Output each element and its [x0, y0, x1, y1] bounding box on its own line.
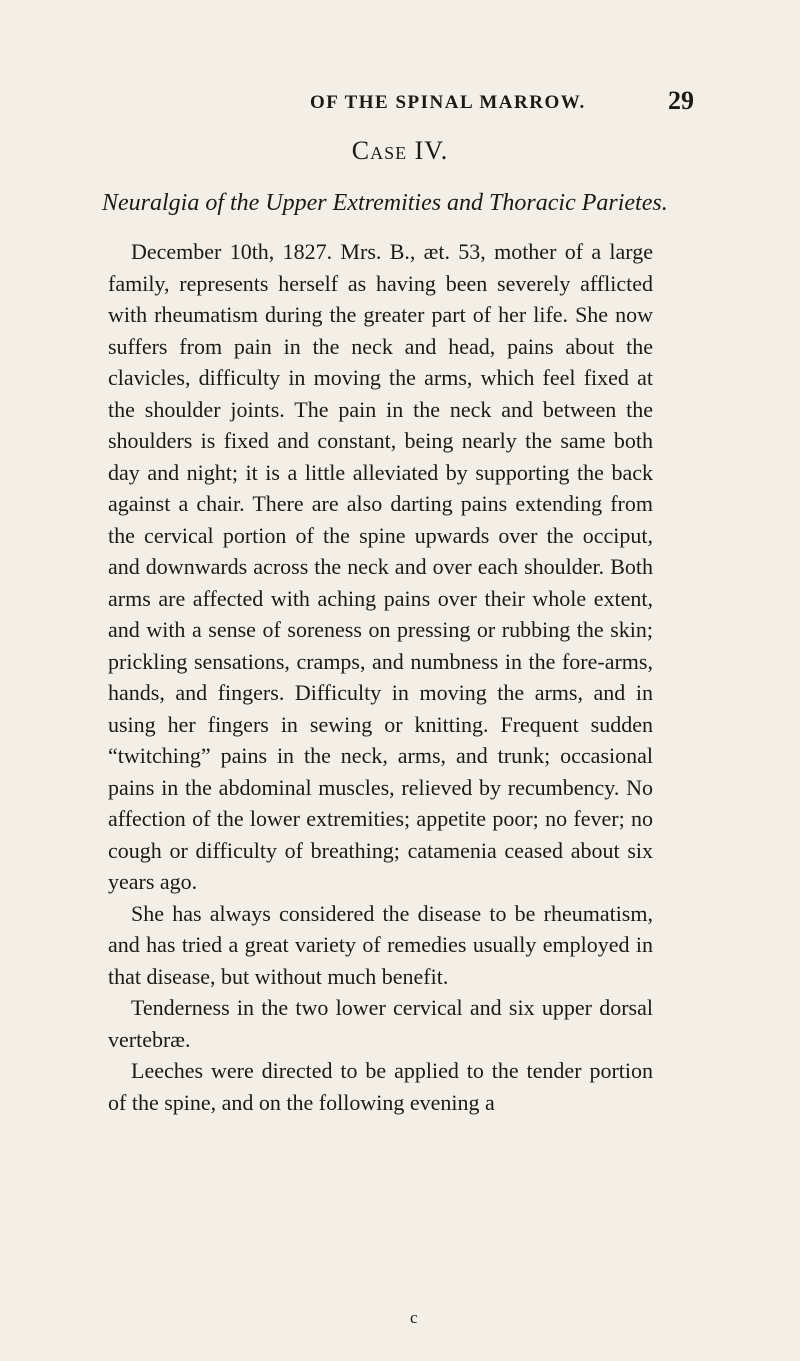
page-number: 29: [668, 86, 694, 115]
case-subtitle: Neuralgia of the Upper Extremities and Thoracic Parietes.: [102, 190, 668, 216]
paragraph-case-description: December 10th, 1827. Mrs. B., æt. 53, mother of a large family, represents herself as having been severely afflicted with rheumatism during the greater part of her life. She now suffers from pain in the neck and head, pains about the clavicles, difficulty in moving the arms, which feel fixed at the shoulder joints. The pain in the neck and between the shoulders is fixed and constant, being nearly the same both day and night; it is a little alleviated by supporting the back against a chair. There are also darting pains extending from the cervical portion of the spine upwards over the occiput, and downwards across the neck and over each shoulder. Both arms are affected with aching pains over their whole extent, and with a sense of soreness on pressing or rubbing the skin; prickling sensations, cramps, and numbness in the fore-arms, hands, and fingers. Difficulty in moving the arms, and in using her fingers in sewing or knitting. Frequent sudden “twitching” pains in the neck, arms, and trunk; occasional pains in the abdominal muscles, relieved by recumbency. No affection of the lower extremities; appetite poor; no fever; no cough or difficulty of breathing; catamenia ceased about six years ago.: [108, 239, 653, 894]
paragraph-tenderness: Tenderness in the two lower cervical and six upper dorsal vertebræ.: [108, 995, 653, 1052]
paragraph-treatment: Leeches were directed to be applied to the tender portion of the spine, and on the following evening a: [108, 1058, 653, 1115]
paragraph-history: She has always considered the disease to be rheumatism, and has tried a great variety of remedies usually employed in that disease, but without much benefit.: [108, 900, 653, 989]
body-text: [108, 236, 653, 1118]
running-head: OF THE SPINAL MARROW.: [310, 92, 586, 113]
case-title: Case IV.: [351, 136, 449, 165]
signature-mark: c: [410, 1308, 418, 1327]
